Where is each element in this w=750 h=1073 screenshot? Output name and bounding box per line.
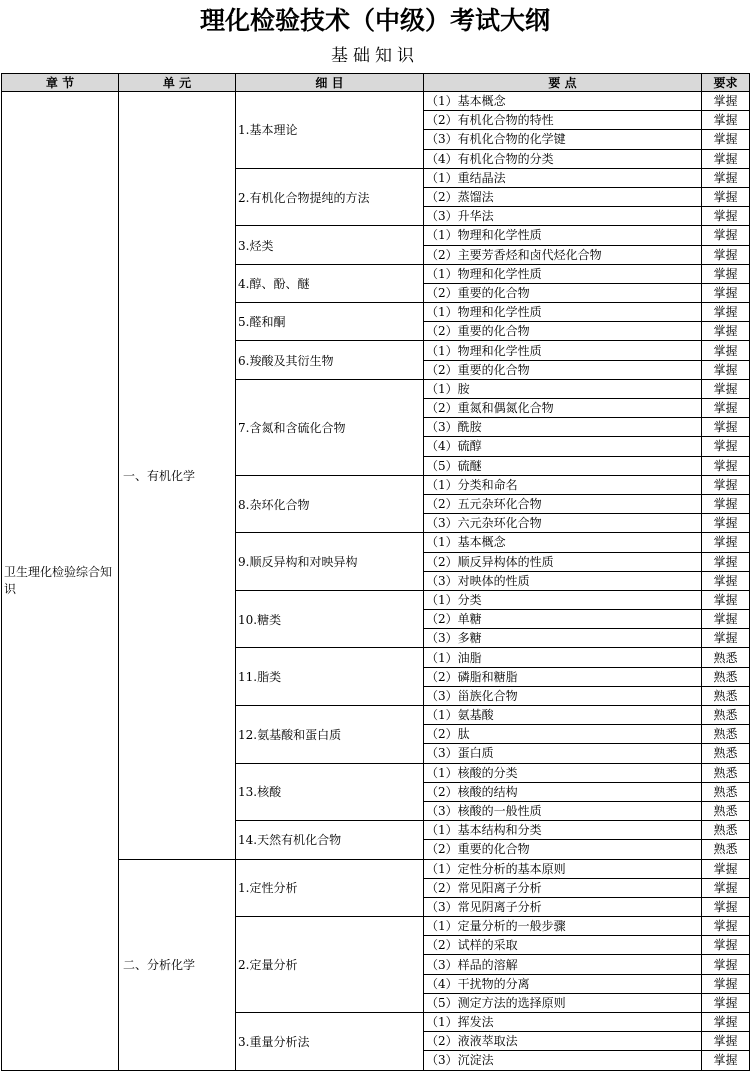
requirement-cell: 掌握 [702,1013,750,1032]
item-cell: 1.基本理论 [236,92,424,169]
table-row [2,92,750,111]
point-cell: （5）测定方法的选择原则 [424,993,702,1012]
point-cell: （2）液液萃取法 [424,1032,702,1051]
requirement-cell: 掌握 [702,322,750,341]
item-cell: 14.天然有机化合物 [236,821,424,859]
item-cell: 13.核酸 [236,763,424,821]
page-title: 理化检验技术（中级）考试大纲 [199,6,550,35]
requirement-cell: 熟悉 [702,667,750,686]
point-cell: （2）核酸的结构 [424,782,702,801]
requirement-cell: 掌握 [702,571,750,590]
requirement-cell: 掌握 [702,187,750,206]
requirement-cell: 熟悉 [702,801,750,820]
unit-cell: 一、有机化学 [119,92,236,860]
point-cell: （1）基本概念 [424,92,702,111]
header-points: 要 点 [424,74,702,92]
point-cell: （1）基本结构和分类 [424,821,702,840]
point-cell: （1）物理和化学性质 [424,226,702,245]
point-cell: （3）酰胺 [424,418,702,437]
requirement-cell: 掌握 [702,1032,750,1051]
requirement-cell: 掌握 [702,610,750,629]
requirement-cell: 掌握 [702,1051,750,1070]
requirement-cell: 掌握 [702,955,750,974]
header-chapter: 章 节 [2,74,119,92]
point-cell: （3）多糖 [424,629,702,648]
requirement-cell: 熟悉 [702,706,750,725]
point-cell: （2）试样的采取 [424,936,702,955]
requirement-cell: 掌握 [702,379,750,398]
item-cell: 8.杂环化合物 [236,475,424,533]
requirement-cell: 掌握 [702,303,750,322]
header-item: 细 目 [236,74,424,92]
requirement-cell: 掌握 [702,494,750,513]
point-cell: （2）蒸馏法 [424,187,702,206]
requirement-cell: 掌握 [702,974,750,993]
point-cell: （1）胺 [424,379,702,398]
item-cell: 5.醛和酮 [236,303,424,341]
point-cell: （3）六元杂环化合物 [424,514,702,533]
point-cell: （2）磷脂和糖脂 [424,667,702,686]
point-cell: （3）对映体的性质 [424,571,702,590]
point-cell: （2）有机化合物的特性 [424,111,702,130]
requirement-cell: 掌握 [702,456,750,475]
point-cell: （3）核酸的一般性质 [424,801,702,820]
point-cell: （2）重要的化合物 [424,840,702,859]
requirement-cell: 掌握 [702,168,750,187]
point-cell: （2）主要芳香烃和卤代烃化合物 [424,245,702,264]
requirement-cell: 掌握 [702,533,750,552]
requirement-cell: 掌握 [702,360,750,379]
point-cell: （2）常见阳离子分析 [424,878,702,897]
requirement-cell: 掌握 [702,897,750,916]
requirement-cell: 掌握 [702,399,750,418]
point-cell: （1）分类和命名 [424,475,702,494]
requirement-cell: 掌握 [702,245,750,264]
requirement-cell: 熟悉 [702,821,750,840]
item-cell: 1.定性分析 [236,859,424,917]
point-cell: （2）重要的化合物 [424,322,702,341]
point-cell: （1）物理和化学性质 [424,303,702,322]
point-cell: （1）挥发法 [424,1013,702,1032]
point-cell: （1）物理和化学性质 [424,264,702,283]
table-body [2,92,750,1071]
item-cell: 3.烃类 [236,226,424,264]
requirement-cell: 掌握 [702,917,750,936]
point-cell: （1）分类 [424,590,702,609]
item-cell: 9.顺反异构和对映异构 [236,533,424,591]
requirement-cell: 熟悉 [702,725,750,744]
point-cell: （3）样品的溶解 [424,955,702,974]
unit-cell: 二、分析化学 [119,859,236,1070]
point-cell: （2）顺反异构体的性质 [424,552,702,571]
header-requirement: 要求 [702,74,750,92]
requirement-cell: 掌握 [702,878,750,897]
requirement-cell: 掌握 [702,207,750,226]
point-cell: （2）重氮和偶氮化合物 [424,399,702,418]
requirement-cell: 掌握 [702,475,750,494]
requirement-cell: 熟悉 [702,840,750,859]
point-cell: （3）甾族化合物 [424,686,702,705]
page-subtitle: 基础知识 [331,46,419,66]
table-header-row [2,74,750,92]
requirement-cell: 掌握 [702,936,750,955]
requirement-cell: 掌握 [702,993,750,1012]
item-cell: 7.含氮和含硫化合物 [236,379,424,475]
point-cell: （1）核酸的分类 [424,763,702,782]
chapter-cell: 卫生理化检验综合知识 [2,92,119,1071]
requirement-cell: 掌握 [702,590,750,609]
requirement-cell: 掌握 [702,341,750,360]
requirement-cell: 掌握 [702,149,750,168]
requirement-cell: 掌握 [702,264,750,283]
point-cell: （3）升华法 [424,207,702,226]
point-cell: （5）硫醚 [424,456,702,475]
requirement-cell: 熟悉 [702,686,750,705]
point-cell: （1）氨基酸 [424,706,702,725]
point-cell: （3）有机化合物的化学键 [424,130,702,149]
requirement-cell: 掌握 [702,418,750,437]
point-cell: （2）单糖 [424,610,702,629]
item-cell: 3.重量分析法 [236,1013,424,1071]
syllabus-table [1,73,750,1071]
item-cell: 2.有机化合物提纯的方法 [236,168,424,226]
point-cell: （3）常见阴离子分析 [424,897,702,916]
point-cell: （1）油脂 [424,648,702,667]
requirement-cell: 掌握 [702,552,750,571]
requirement-cell: 掌握 [702,130,750,149]
requirement-cell: 掌握 [702,629,750,648]
point-cell: （2）五元杂环化合物 [424,494,702,513]
point-cell: （1）定性分析的基本原则 [424,859,702,878]
point-cell: （2）重要的化合物 [424,283,702,302]
point-cell: （1）基本概念 [424,533,702,552]
point-cell: （4）有机化合物的分类 [424,149,702,168]
requirement-cell: 掌握 [702,859,750,878]
requirement-cell: 掌握 [702,514,750,533]
requirement-cell: 熟悉 [702,763,750,782]
requirement-cell: 掌握 [702,437,750,456]
requirement-cell: 掌握 [702,111,750,130]
requirement-cell: 掌握 [702,283,750,302]
item-cell: 11.脂类 [236,648,424,706]
requirement-cell: 掌握 [702,92,750,111]
point-cell: （1）重结晶法 [424,168,702,187]
header-unit: 单 元 [119,74,236,92]
point-cell: （4）硫醇 [424,437,702,456]
item-cell: 12.氨基酸和蛋白质 [236,706,424,764]
item-cell: 2.定量分析 [236,917,424,1013]
point-cell: （1）定量分析的一般步骤 [424,917,702,936]
point-cell: （2）肽 [424,725,702,744]
item-cell: 4.醇、酚、醚 [236,264,424,302]
requirement-cell: 熟悉 [702,782,750,801]
point-cell: （3）蛋白质 [424,744,702,763]
point-cell: （3）沉淀法 [424,1051,702,1070]
item-cell: 6.羧酸及其衍生物 [236,341,424,379]
point-cell: （1）物理和化学性质 [424,341,702,360]
point-cell: （4）干扰物的分离 [424,974,702,993]
requirement-cell: 熟悉 [702,744,750,763]
item-cell: 10.糖类 [236,590,424,648]
point-cell: （2）重要的化合物 [424,360,702,379]
requirement-cell: 掌握 [702,226,750,245]
requirement-cell: 熟悉 [702,648,750,667]
